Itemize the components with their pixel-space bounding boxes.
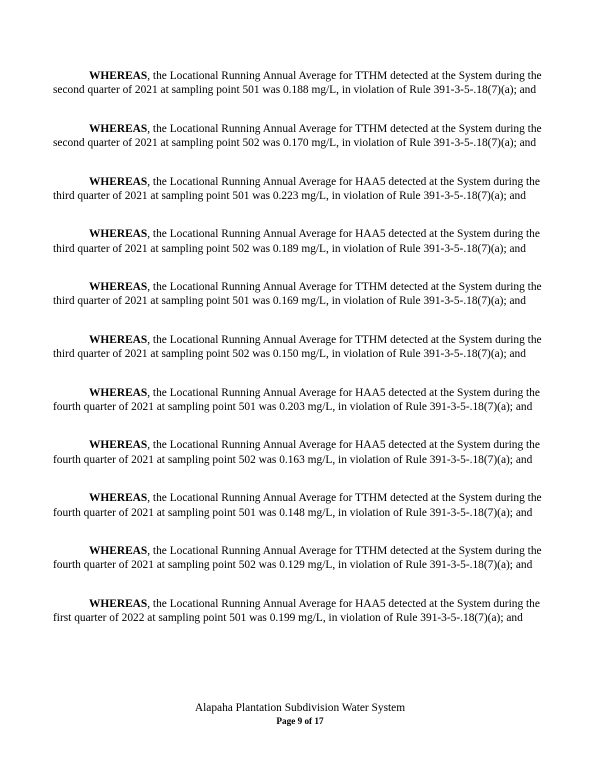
paragraph-lead: WHEREAS <box>89 545 148 558</box>
paragraph <box>53 69 547 98</box>
paragraph-lead: WHEREAS <box>89 122 148 135</box>
page-number: Page 9 of 17 <box>276 716 324 726</box>
paragraph-text: , the Locational Running Annual Average for TTHM detected at the System during the third quarter of 2021 at sampling point 501 was 0.169 mg/L, in violation of Rule 391-3-5-.18(7)(a); and <box>53 281 542 308</box>
paragraph <box>53 597 547 626</box>
paragraph <box>53 386 547 415</box>
paragraph-text: , the Locational Running Annual Average for HAA5 detected at the System during the third quarter of 2021 at sampling point 501 was 0.223 mg/L, in violation of Rule 391-3-5-.18(7)(a); and <box>53 175 540 202</box>
paragraph-text: , the Locational Running Annual Average for TTHM detected at the System during the third quarter of 2021 at sampling point 502 was 0.150 mg/L, in violation of Rule 391-3-5-.18(7)(a); and <box>53 333 542 361</box>
paragraph <box>53 544 547 573</box>
paragraph-lead: WHEREAS <box>89 492 148 505</box>
paragraph-lead: WHEREAS <box>89 228 148 241</box>
paragraph <box>53 227 547 256</box>
document-body <box>53 69 547 650</box>
paragraph-lead: WHEREAS <box>89 70 148 82</box>
paragraph-lead: WHEREAS <box>89 439 148 452</box>
paragraph-text: , the Locational Running Annual Average for TTHM detected at the System during the second quarter of 2021 at sampling point 501 was 0.188 mg/L, in violation of Rule 391-3-5-.18(7)(a); and <box>53 70 542 97</box>
paragraph-lead: WHEREAS <box>89 333 148 346</box>
paragraph <box>53 333 547 362</box>
footer-title: Alapaha Plantation Subdivision Water System <box>194 702 406 714</box>
paragraph <box>53 175 547 204</box>
paragraph-lead: WHEREAS <box>89 386 148 399</box>
paragraph-text: , the Locational Running Annual Average for TTHM detected at the System during the second quarter of 2021 at sampling point 502 was 0.170 mg/L, in violation of Rule 391-3-5-.18(7)(a); and <box>53 122 542 150</box>
paragraph <box>53 280 547 309</box>
page-footer <box>0 701 600 727</box>
paragraph <box>53 122 547 151</box>
paragraph-text: , the Locational Running Annual Average for TTHM detected at the System during the fourth quarter of 2021 at sampling point 502 was 0.129 mg/L, in violation of Rule 391-3-5-.18(7)(a); and <box>53 545 542 572</box>
paragraph-text: , the Locational Running Annual Average for TTHM detected at the System during the fourth quarter of 2021 at sampling point 501 was 0.148 mg/L, in violation of Rule 391-3-5-.18(7)(a); and <box>53 492 542 519</box>
paragraph-text: , the Locational Running Annual Average for HAA5 detected at the System during the fourth quarter of 2021 at sampling point 502 was 0.163 mg/L, in violation of Rule 391-3-5-.18(7)(a); and <box>53 439 540 466</box>
paragraph-text: , the Locational Running Annual Average for HAA5 detected at the System during the first quarter of 2022 at sampling point 501 was 0.199 mg/L, in violation of Rule 391-3-5-.18(7)(a); and <box>53 597 540 625</box>
paragraph-lead: WHEREAS <box>89 597 148 610</box>
paragraph <box>53 491 547 520</box>
paragraph-text: , the Locational Running Annual Average for HAA5 detected at the System during the third quarter of 2021 at sampling point 502 was 0.189 mg/L, in violation of Rule 391-3-5-.18(7)(a); and <box>53 228 540 255</box>
paragraph-text: , the Locational Running Annual Average for HAA5 detected at the System during the fourth quarter of 2021 at sampling point 501 was 0.203 mg/L, in violation of Rule 391-3-5-.18(7)(a); and <box>53 386 540 413</box>
paragraph <box>53 438 547 467</box>
paragraph-lead: WHEREAS <box>89 281 148 294</box>
paragraph-lead: WHEREAS <box>89 175 148 188</box>
